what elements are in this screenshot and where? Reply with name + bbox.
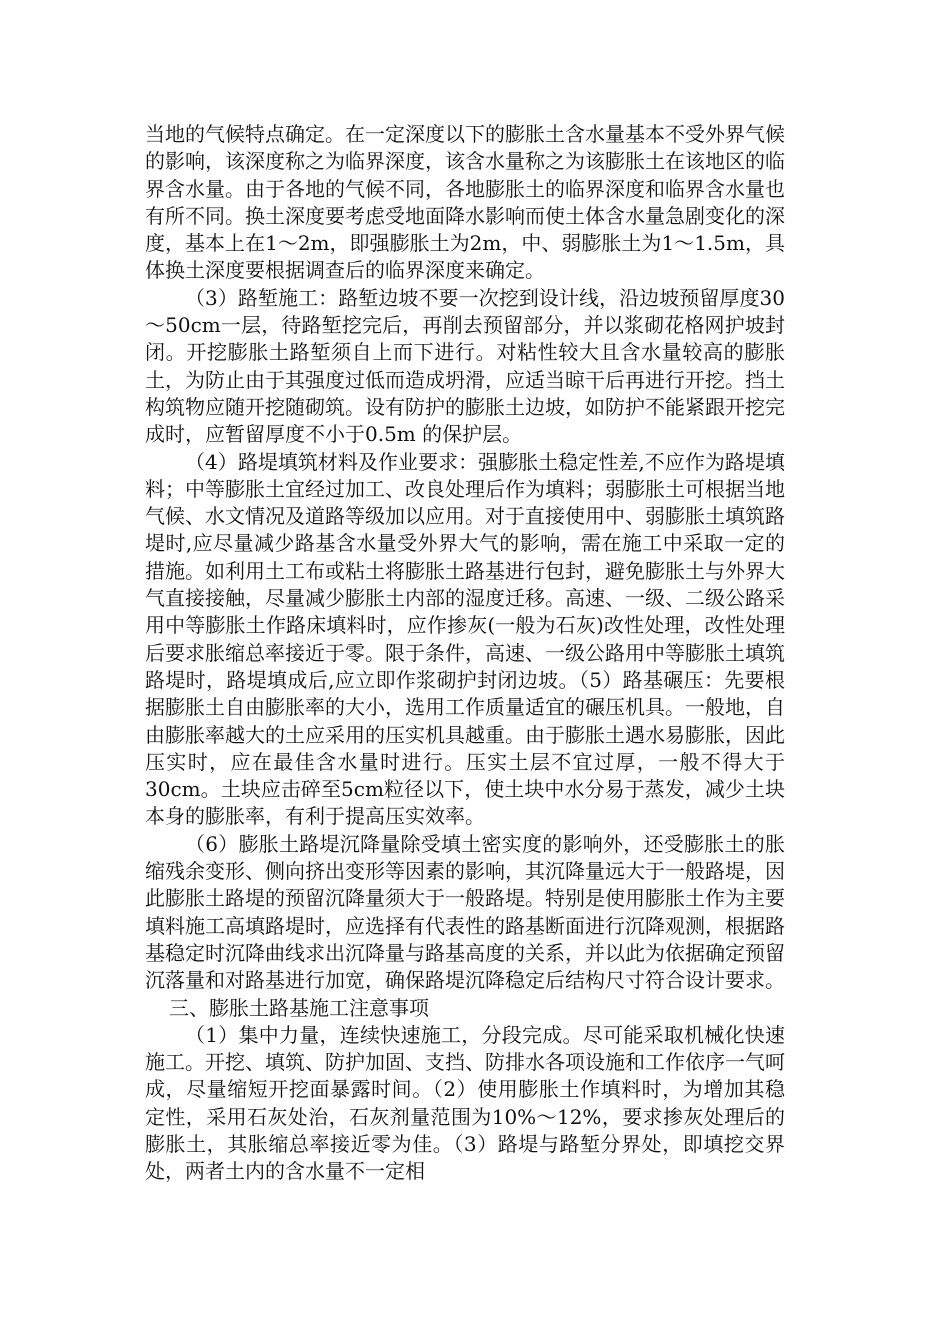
paragraph-continuation: 当地的气候特点确定。在一定深度以下的膨胀土含水量基本不受外界气候的影响，该深度称之为临界深度，该含水量称之为该膨胀土在该地区的临界含水量。由于各地的气候不同，各地膨胀土的临界深度和临界含水量也有所不同。换土深度要考虑受地面降水影响而使土体含水量急剧变化的深度，基本上在1～2m，即强膨胀土为2m，中、弱膨胀土为1～1.5m，具体换土深度要根据调查后的临界深度来确定。 [145, 122, 785, 283]
paragraph-cutting-construction: （3）路堑施工：路堑边坡不要一次挖到设计线，沿边坡预留厚度30～50cm一层，待路堑挖完后，再削去预留部分，并以浆砌花格网护坡封闭。开挖膨胀土路堑须自上而下进行。对粘性较大且含水量较高的膨胀土，为防止由于其强度过低而造成坍滑，应适当晾干后再进行开挖。挡土构筑物应随开挖随砌筑。设有防护的膨胀土边坡，如防护不能紧跟开挖完成时，应暂留厚度不小于0.5m 的保护层。 [145, 285, 785, 447]
paragraph-precautions: （1）集中力量，连续快速施工，分段完成。尽可能采取机械化快速施工。开挖、填筑、防护加固、支挡、防排水各项设施和工作依序一气呵成，尽量缩短开挖面暴露时间。（2）使用膨胀土作填料时，为增加其稳定性，采用石灰处治，石灰剂量范围为10%～12%，要求掺灰处理后的膨胀土，其胀缩总率接近零为佳。（3）路堤与路堑分界处，即填挖交界处，两者土内的含水量不一定相 [145, 1022, 785, 1184]
section-heading: 三、膨胀土路基施工注意事项 [169, 995, 429, 1020]
paragraph-settlement: （6）膨胀土路堤沉降量除受填土密实度的影响外，还受膨胀土的胀缩残余变形、侧向挤出变形等因素的影响，其沉降量远大于一般路堤，因此膨胀土路堤的预留沉降量须大于一般路堤。特别是使用膨胀土作为主要填料施工高填路堤时，应选择有代表性的路基断面进行沉降观测，根据路基稳定时沉降曲线求出沉降量与路基高度的关系，并以此为依据确定预留沉落量和对路基进行加宽，确保路堤沉降稳定后结构尺寸符合设计要求。 [145, 831, 785, 993]
paragraph-embankment-fill: （4）路堤填筑材料及作业要求：强膨胀土稳定性差,不应作为路堤填料；中等膨胀土宜经过加工、改良处理后作为填料；弱膨胀土可根据当地气候、水文情况及道路等级加以应用。对于直接使用中、弱膨胀土填筑路堤时,应尽量减少路基含水量受外界大气的影响，需在施工中采取一定的措施。如利用土工布或粘土将膨胀土路基进行包封，避免膨胀土与外界大气直接接触，尽量减少膨胀土内部的湿度迁移。高速、一级、二级公路采用中等膨胀土作路床填料时，应作掺灰(一般为石灰)改性处理，改性处理后要求胀缩总率接近于零。限于条件，高速、一级公路用中等膨胀土填筑路堤时，路堤填成后,应立即作浆砌护封闭边坡。（5）路基碾压：先要根据膨胀土自由膨胀率的大小，选用工作质量适宜的碾压机具。一般地，自由膨胀率越大的土应采用的压实机具越重。由于膨胀土遇水易膨胀，因此压实时，应在最佳含水量时进行。压实土层不宜过厚，一般不得大于30cm。土块应击碎至5cm粒径以下，使土块中水分易于蒸发，减少土块本身的膨胀率，有利于提高压实效率。 [145, 449, 785, 829]
document-page [145, 121, 785, 1186]
